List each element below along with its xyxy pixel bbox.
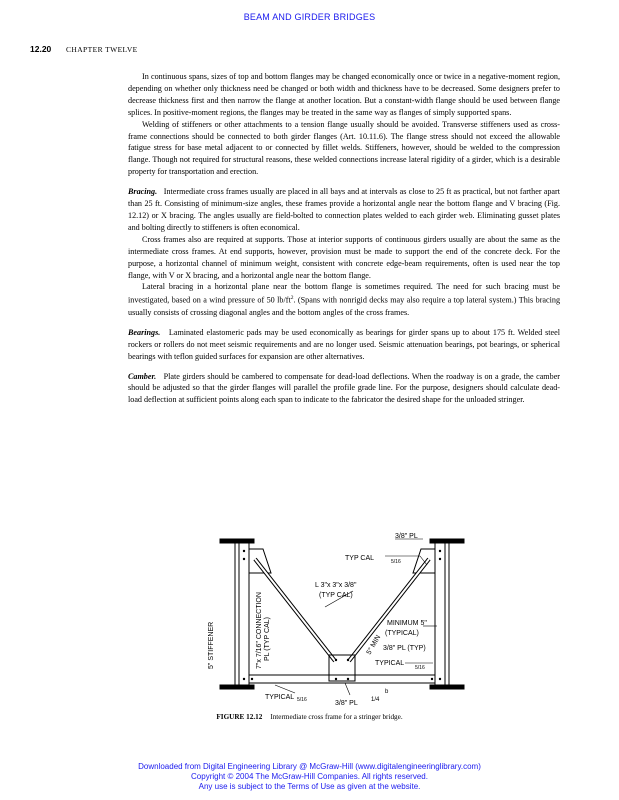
left-web xyxy=(235,543,239,685)
bottom-angle xyxy=(249,675,435,683)
page-number: 12.20 xyxy=(30,44,52,54)
label-weld-right: 5/16 xyxy=(415,665,425,671)
caption-number: FIGURE 12.12 xyxy=(216,713,263,721)
label-minimum: MINIMUM 5" xyxy=(387,620,427,627)
paragraph xyxy=(128,281,560,318)
cross-frame-drawing xyxy=(205,529,475,711)
camber-section xyxy=(128,371,560,407)
section-heading: Bearings. xyxy=(128,327,161,337)
superscript: 2 xyxy=(290,295,294,302)
label-conn-pl-2: PL (TYP CAL) xyxy=(264,617,271,661)
left-bottom-flange xyxy=(220,685,254,689)
section-heading: Bracing. xyxy=(128,187,158,197)
label-weld-516: 5/16 xyxy=(391,559,401,565)
left-top-gusset xyxy=(249,549,271,573)
footer-line-3: Any use is subject to the Terms of Use as given at the website. xyxy=(198,782,421,791)
label-angle: L 3"x 3"x 3/8" xyxy=(315,582,357,589)
cross-frame-figure xyxy=(205,529,475,711)
footer-line-2: Copyright © 2004 The McGraw-Hill Companies. All rights reserved. xyxy=(191,772,428,781)
paragraph-text: Intermediate cross frames usually are placed in all bays and at intervals as close to 25 ft as practical, but not farther apart than 25 ft. Consisting of minimum-size angles, these frames provide a horizontal angle near the bottom flange and V bracing (Fig. 12.12) or X bracing. The angles usually are field-bolted to connection plates welded to each girder web. Eliminating gusset plates and bolting directly to stiffeners is often economical. xyxy=(128,187,560,232)
figure-caption xyxy=(0,713,619,721)
running-title: BEAM AND GIRDER BRIDGES xyxy=(243,12,376,22)
right-bottom-flange xyxy=(430,685,464,689)
paragraph: Welding of stiffeners or other attachments to a tension flange usually should be avoided. Transverse stiffeners used as cross-frame connections should be connected to both girder flanges (Art. 10.11.6). The flange stress should not exceed the allowable fatigue stress for base metal adjacent to or connected by fillet welds. Stiffeners, however, should be welded to the compression flange. Though not required for structural reasons, these welded connections increase lateral rigidity of a girder, which is a desirable property for transportation and erection. xyxy=(128,119,560,177)
paragraph-text: Laminated elastomeric pads may be used economically as bearings for girder spans up to about 175 ft. Welded steel rockers or rollers do not meet seismic requirements and are no longer used. Seismic attenuation bearings, pot bearings, or spherical bearings with teflon guided surfaces for expansion are other alternatives. xyxy=(128,327,560,361)
section-heading: Camber. xyxy=(128,371,157,381)
paragraph: In continuous spans, sizes of top and bottom flanges may be changed economically once or twice in a negative-moment region, depending on whether only thickness need be changed or both width and thickness have to be decreased. Some designers prefer to decrease thickness first and then narrow the flange at another location. But a constant-width flange should be used between flange splices. In positive-moment regions, the flanges may be treated in the same way as flanges of simply supported spans. xyxy=(128,72,560,117)
chapter-title: CHAPTER TWELVE xyxy=(66,45,138,54)
right-stiffener xyxy=(435,543,445,685)
label-min-left: 5" MIN xyxy=(365,634,383,656)
label-pl-typ: 3/8" PL (TYP) xyxy=(383,645,426,652)
label-quarter: 1/4 xyxy=(371,697,380,703)
paragraph-text: Lateral bracing in a horizontal plane near the bottom flange is sometimes required. The need for such bracing must be investigated, based on a wind pressure of 50 lb/ft xyxy=(128,282,560,306)
caption-text: Intermediate cross frame for a stringer bridge. xyxy=(270,713,403,721)
label-conn-pl: 7"x 7/16" CONNECTION xyxy=(256,592,263,669)
label-typ-cal: TYP CAL xyxy=(345,555,375,562)
footer xyxy=(0,762,619,792)
label-b: b xyxy=(385,689,389,695)
right-top-flange xyxy=(430,539,464,543)
left-stiffener xyxy=(239,543,249,685)
label-pl-bottom: 3/8" PL xyxy=(335,700,358,707)
left-top-flange xyxy=(220,539,254,543)
paragraph-text: . (Spans with nonrigid decks may also require a top lateral system.) This bracing usually consists of crossing diagonal angles and the bottom angles of the cross frames. xyxy=(128,296,561,317)
label-typical-bottom: TYPICAL xyxy=(265,694,295,701)
body-text xyxy=(128,71,560,406)
label-stiffener: 5" STIFFENER xyxy=(208,621,215,669)
label-typical-right: TYPICAL xyxy=(375,660,405,667)
label-angle-typ: (TYP CAL) xyxy=(319,592,353,599)
paragraph: Cross frames also are required at supports. Those at interior supports of continuous girders usually are about the same as the intermediate cross frames. At end supports, however, provision must be made to support the end of the concrete deck. For the purpose, a horizontal channel of minimum weight, consistent with concrete edge-beam requirements, often is used near the top flange, with V or X bracing, and a horizontal angle near the bottom flange. xyxy=(128,234,560,280)
label-typical-paren: (TYPICAL) xyxy=(385,630,419,637)
bracing-section xyxy=(128,186,560,234)
label-weld-bottom: 5/16 xyxy=(297,697,307,703)
footer-line-1[interactable]: Downloaded from Digital Engineering Library @ McGraw-Hill (www.digitalengineeringlibrary.com) xyxy=(138,762,481,771)
right-web xyxy=(445,543,449,685)
label-pl-top: 3/8" PL xyxy=(395,533,418,540)
paragraph-text: Plate girders should be cambered to compensate for dead-load deflections. When the roadway is on a grade, the camber should be adjusted so that the girder flanges will parallel the profile grade line. For the purpose, designers should calculate dead-load deflection at sufficient points along each span to indicate to the fabricator the desired shape for the unloaded stringer. xyxy=(128,371,561,405)
bearings-section xyxy=(128,327,560,363)
